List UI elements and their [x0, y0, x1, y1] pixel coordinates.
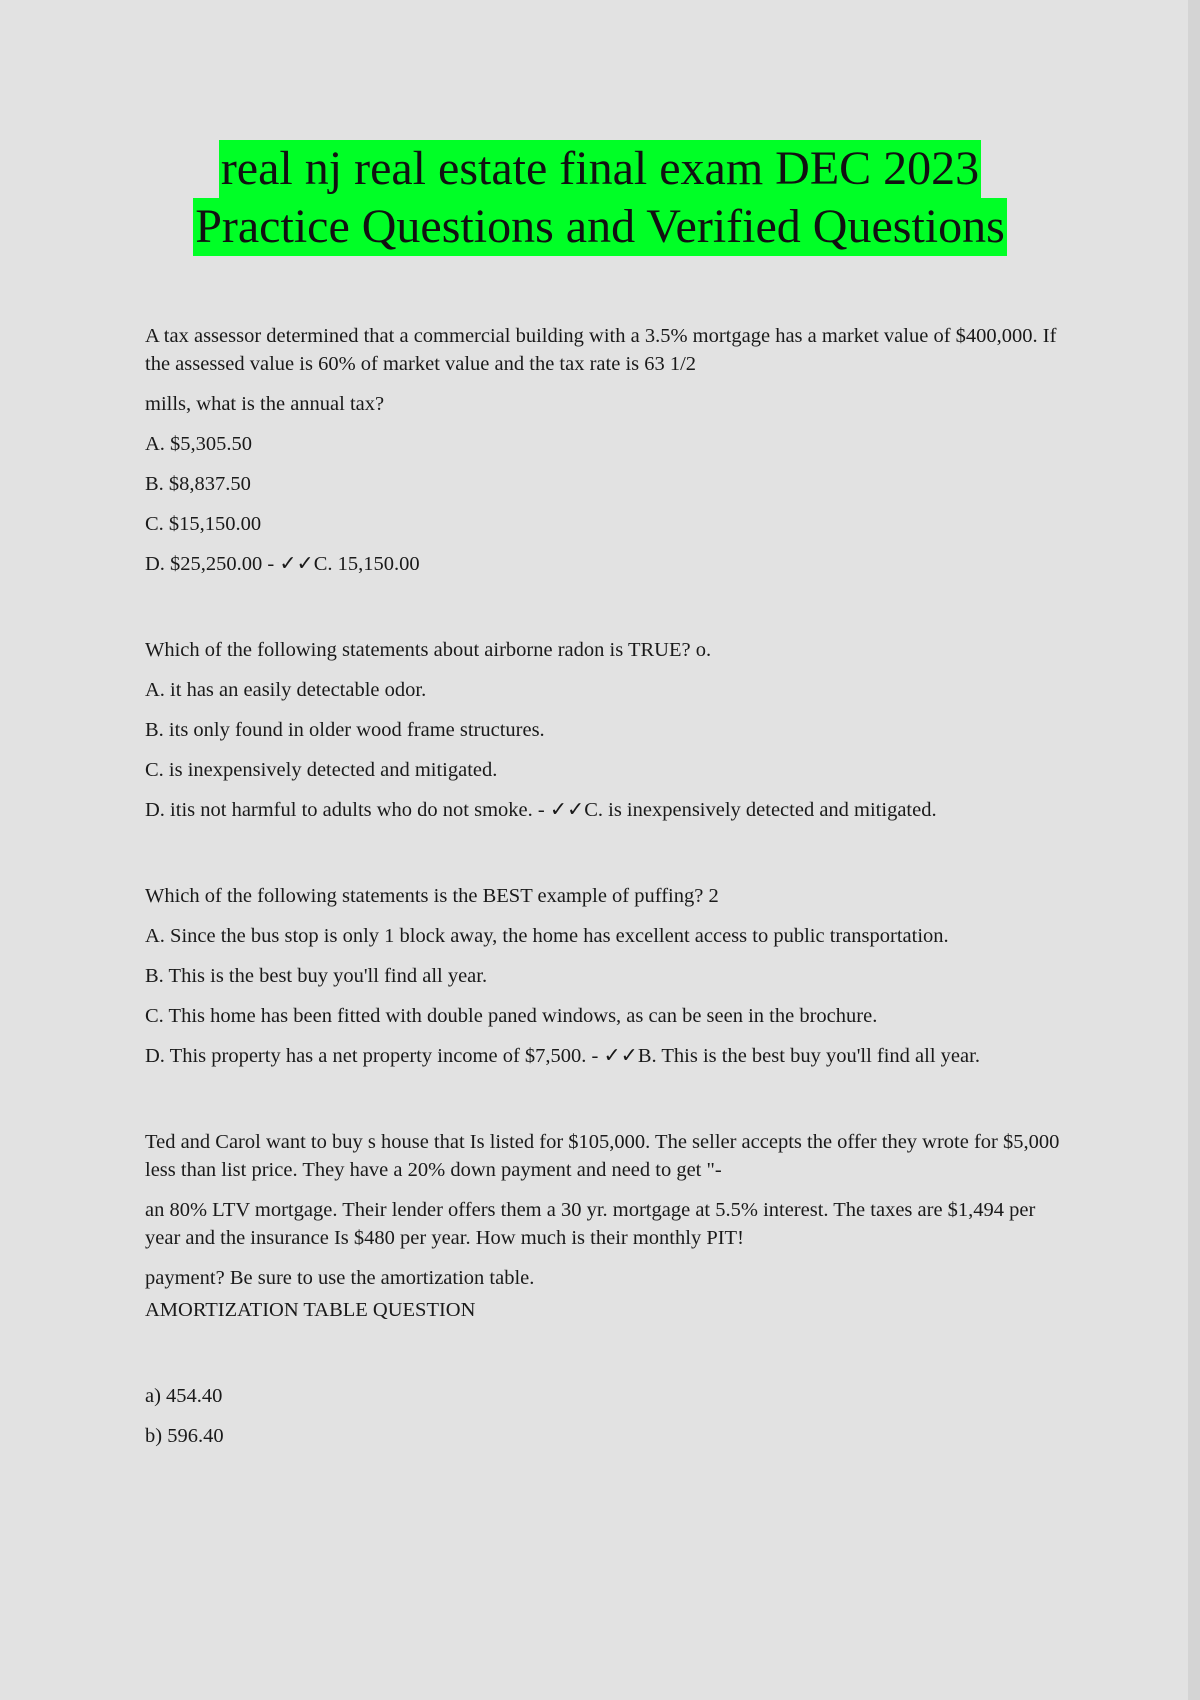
- question-1: [145, 322, 1065, 578]
- option-c: C. $15,150.00: [145, 513, 262, 535]
- document-title: [0, 140, 1200, 256]
- option-b: B. its only found in older wood frame structures.: [145, 719, 545, 741]
- option-d-with-answer: D. $25,250.00 - ✓✓C. 15,150.00: [145, 553, 420, 575]
- option-a: A. $5,305.50: [145, 433, 253, 455]
- question-stem-continued: an 80% LTV mortgage. Their lender offers them a 30 yr. mortgage at 5.5% interest. The taxes are $1,494 per year and the insurance Is $480 per year. How much is their monthly PIT!: [145, 1199, 1036, 1249]
- option-a: a) 454.40: [145, 1385, 223, 1407]
- title-line-1: real nj real estate final exam DEC 2023: [219, 140, 981, 198]
- question-stem-continued-2: payment? Be sure to use the amortization table.: [145, 1267, 535, 1289]
- question-stem: A tax assessor determined that a commercial building with a 3.5% mortgage has a market value of $400,000. If the assessed value is 60% of market value and the tax rate is 63 1/2: [145, 325, 1057, 375]
- question-stem: Which of the following statements about airborne radon is TRUE? o.: [145, 639, 712, 661]
- title-line-2: Practice Questions and Verified Questions: [193, 198, 1007, 256]
- question-stem: Which of the following statements is the BEST example of puffing? 2: [145, 885, 719, 907]
- option-a: A. it has an easily detectable odor.: [145, 679, 427, 701]
- option-d-with-answer: D. This property has a net property income of $7,500. - ✓✓B. This is the best buy you'll find all year.: [145, 1045, 980, 1067]
- question-3: [145, 882, 1065, 1070]
- option-a: A. Since the bus stop is only 1 block away, the home has excellent access to public transportation.: [145, 925, 949, 947]
- option-d-with-answer: D. itis not harmful to adults who do not smoke. - ✓✓C. is inexpensively detected and mitigated.: [145, 799, 937, 821]
- question-4: [145, 1128, 1065, 1450]
- option-c: C. is inexpensively detected and mitigated.: [145, 759, 498, 781]
- option-b: b) 596.40: [145, 1425, 224, 1447]
- question-stem: Ted and Carol want to buy s house that Is listed for $105,000. The seller accepts the offer they wrote for $5,000 less than list price. They have a 20% down payment and need to get "-: [145, 1131, 1060, 1181]
- option-c: C. This home has been fitted with double paned windows, as can be seen in the brochure.: [145, 1005, 878, 1027]
- question-2: [145, 636, 1065, 824]
- option-b: B. $8,837.50: [145, 473, 251, 495]
- question-note: AMORTIZATION TABLE QUESTION: [145, 1299, 476, 1321]
- option-b: B. This is the best buy you'll find all year.: [145, 965, 488, 987]
- question-stem-continued: mills, what is the annual tax?: [145, 393, 385, 415]
- document-body: [145, 322, 1065, 1450]
